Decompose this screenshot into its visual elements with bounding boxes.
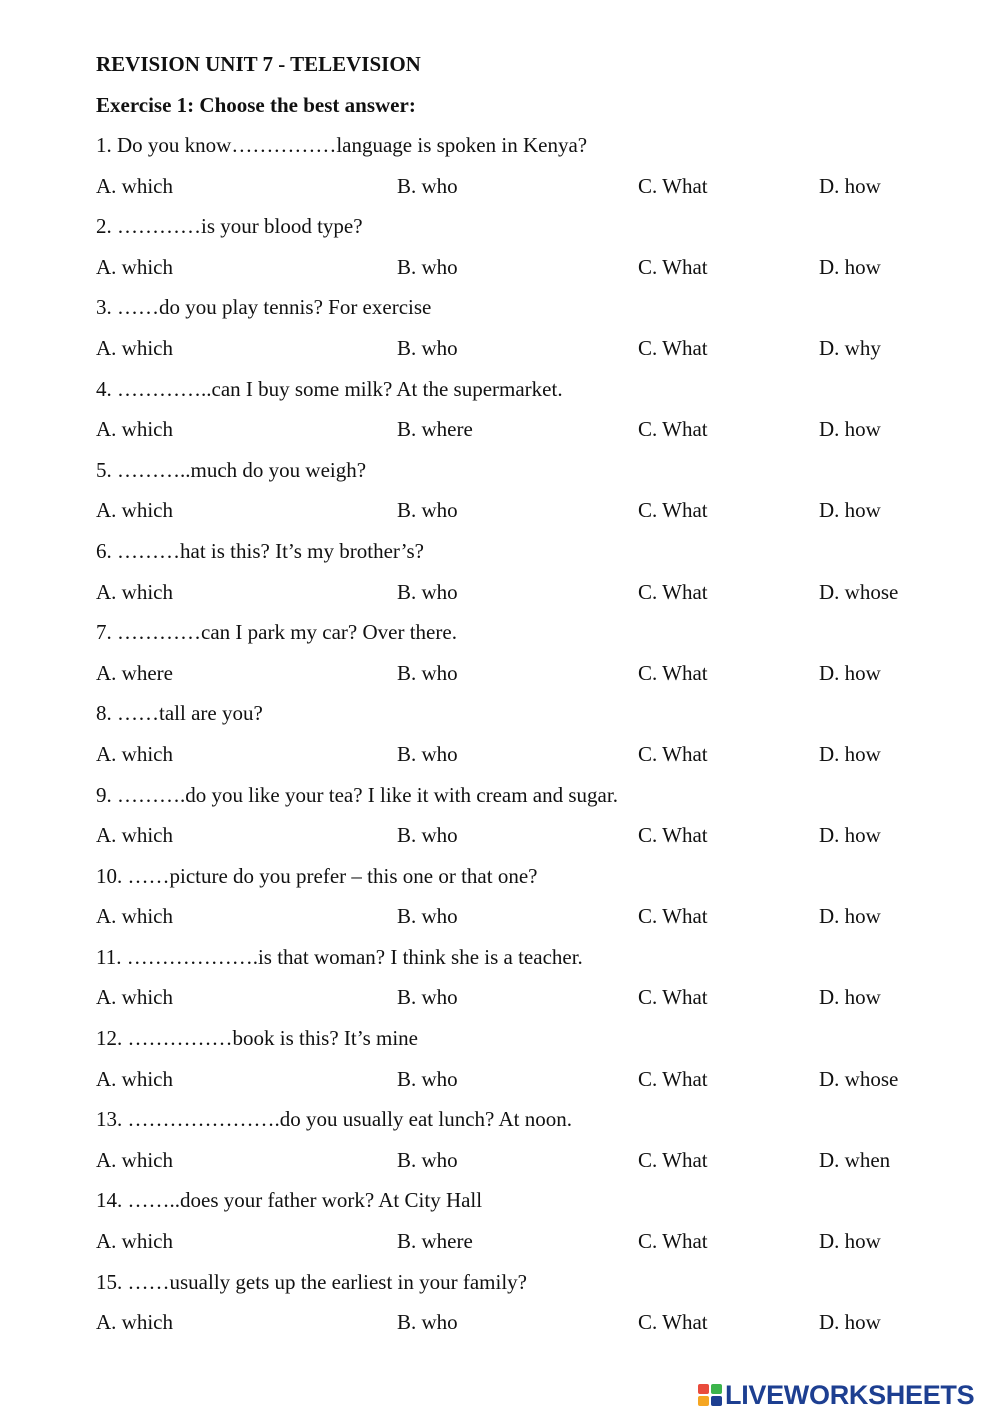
answer-option-b[interactable]: B. who xyxy=(397,985,458,1010)
liveworksheets-logo xyxy=(698,1377,974,1413)
logo-square-orange xyxy=(698,1396,709,1406)
answer-option-d[interactable]: D. how xyxy=(819,1310,881,1335)
answer-option-b[interactable]: B. who xyxy=(397,660,458,685)
answer-option-a[interactable]: A. which xyxy=(96,741,173,766)
answer-option-a[interactable]: A. which xyxy=(96,904,173,929)
answer-options-row xyxy=(96,572,956,613)
answer-option-d[interactable]: D. how xyxy=(819,823,881,848)
question-text: 12. ……………book is this? It’s mine xyxy=(96,1026,418,1051)
answer-option-b[interactable]: B. who xyxy=(397,1147,458,1172)
liveworksheets-logo-icon xyxy=(698,1384,722,1406)
answer-options-row xyxy=(96,166,956,207)
answer-option-d[interactable]: D. how xyxy=(819,417,881,442)
question-text: 9. ……….do you like your tea? I like it with cream and sugar. xyxy=(96,782,618,807)
answer-option-c[interactable]: C. What xyxy=(638,1147,708,1172)
answer-option-b[interactable]: B. who xyxy=(397,579,458,604)
answer-option-a[interactable]: A. which xyxy=(96,1310,173,1335)
answer-option-c[interactable]: C. What xyxy=(638,498,708,523)
question-text: 13. ………………….do you usually eat lunch? At noon. xyxy=(96,1107,572,1132)
question-text: 7. …………can I park my car? Over there. xyxy=(96,620,457,645)
answer-option-d[interactable]: D. how xyxy=(819,254,881,279)
answer-option-a[interactable]: A. which xyxy=(96,1066,173,1091)
answer-options-row xyxy=(96,1059,956,1100)
answer-option-b[interactable]: B. who xyxy=(397,173,458,198)
answer-option-d[interactable]: D. why xyxy=(819,335,881,360)
answer-options-row xyxy=(96,1221,956,1262)
answer-option-c[interactable]: C. What xyxy=(638,579,708,604)
answer-option-d[interactable]: D. how xyxy=(819,985,881,1010)
answer-option-d[interactable]: D. whose xyxy=(819,579,899,604)
answer-option-d[interactable]: D. how xyxy=(819,904,881,929)
answer-option-b[interactable]: B. where xyxy=(397,417,473,442)
answer-option-c[interactable]: C. What xyxy=(638,254,708,279)
answer-option-a[interactable]: A. which xyxy=(96,1229,173,1254)
question-text: 15. ……usually gets up the earliest in your family? xyxy=(96,1269,527,1294)
answer-option-a[interactable]: A. which xyxy=(96,579,173,604)
answer-option-c[interactable]: C. What xyxy=(638,173,708,198)
question-text: 8. ……tall are you? xyxy=(96,701,263,726)
answer-option-a[interactable]: A. which xyxy=(96,1147,173,1172)
answer-options-row xyxy=(96,896,956,937)
exercise-heading: Exercise 1: Choose the best answer: xyxy=(96,93,416,117)
answer-option-d[interactable]: D. how xyxy=(819,498,881,523)
answer-options-row xyxy=(96,1140,956,1181)
answer-option-b[interactable]: B. who xyxy=(397,741,458,766)
question-text: 3. ……do you play tennis? For exercise xyxy=(96,295,432,320)
answer-options-row xyxy=(96,1302,956,1343)
answer-options-row xyxy=(96,247,956,288)
answer-options-row xyxy=(96,977,956,1018)
answer-option-b[interactable]: B. who xyxy=(397,1066,458,1091)
answer-option-b[interactable]: B. who xyxy=(397,1310,458,1335)
question-text: 4. …………..can I buy some milk? At the supermarket. xyxy=(96,376,563,401)
answer-option-d[interactable]: D. whose xyxy=(819,1066,899,1091)
answer-option-c[interactable]: C. What xyxy=(638,1066,708,1091)
answer-options-row xyxy=(96,734,956,775)
answer-option-d[interactable]: D. how xyxy=(819,1229,881,1254)
question-text: 14. ……..does your father work? At City Hall xyxy=(96,1188,483,1213)
answer-option-d[interactable]: D. how xyxy=(819,660,881,685)
answer-option-c[interactable]: C. What xyxy=(638,741,708,766)
answer-options-row xyxy=(96,653,956,694)
answer-option-a[interactable]: A. which xyxy=(96,335,173,360)
question-text: 6. ………hat is this? It’s my brother’s? xyxy=(96,538,424,563)
logo-square-blue xyxy=(711,1396,722,1406)
question-text: 5. ………..much do you weigh? xyxy=(96,457,367,482)
question-list xyxy=(96,125,956,1343)
question-text: 10. ……picture do you prefer – this one or that one? xyxy=(96,863,538,888)
answer-option-b[interactable]: B. who xyxy=(397,254,458,279)
answer-option-b[interactable]: B. who xyxy=(397,904,458,929)
answer-option-c[interactable]: C. What xyxy=(638,660,708,685)
answer-options-row xyxy=(96,409,956,450)
answer-option-d[interactable]: D. how xyxy=(819,741,881,766)
answer-option-a[interactable]: A. which xyxy=(96,823,173,848)
answer-option-a[interactable]: A. which xyxy=(96,254,173,279)
answer-option-a[interactable]: A. which xyxy=(96,417,173,442)
answer-option-a[interactable]: A. which xyxy=(96,498,173,523)
answer-option-b[interactable]: B. who xyxy=(397,335,458,360)
liveworksheets-wordmark: LIVEWORKSHEETS xyxy=(725,1379,975,1410)
answer-option-a[interactable]: A. where xyxy=(96,660,173,685)
answer-options-row xyxy=(96,490,956,531)
answer-option-c[interactable]: C. What xyxy=(638,417,708,442)
question-text: 2. …………is your blood type? xyxy=(96,214,363,239)
answer-option-a[interactable]: A. which xyxy=(96,985,173,1010)
answer-option-b[interactable]: B. who xyxy=(397,498,458,523)
worksheet-title: REVISION UNIT 7 - TELEVISION xyxy=(96,52,421,76)
question-text: 1. Do you know……………language is spoken in Kenya? xyxy=(96,133,588,157)
worksheet-page xyxy=(96,44,956,1343)
answer-options-row xyxy=(96,815,956,856)
question-text: 11. ……………….is that woman? I think she is a teacher. xyxy=(96,944,583,969)
answer-option-c[interactable]: C. What xyxy=(638,823,708,848)
answer-option-c[interactable]: C. What xyxy=(638,1229,708,1254)
answer-option-a[interactable]: A. which xyxy=(96,173,173,198)
answer-options-row xyxy=(96,328,956,369)
answer-option-c[interactable]: C. What xyxy=(638,335,708,360)
answer-option-b[interactable]: B. who xyxy=(397,823,458,848)
answer-option-c[interactable]: C. What xyxy=(638,1310,708,1335)
logo-square-green xyxy=(711,1384,722,1394)
answer-option-c[interactable]: C. What xyxy=(638,985,708,1010)
answer-option-d[interactable]: D. when xyxy=(819,1147,891,1172)
answer-option-d[interactable]: D. how xyxy=(819,173,881,198)
answer-option-b[interactable]: B. where xyxy=(397,1229,473,1254)
logo-square-red xyxy=(698,1384,709,1394)
answer-option-c[interactable]: C. What xyxy=(638,904,708,929)
